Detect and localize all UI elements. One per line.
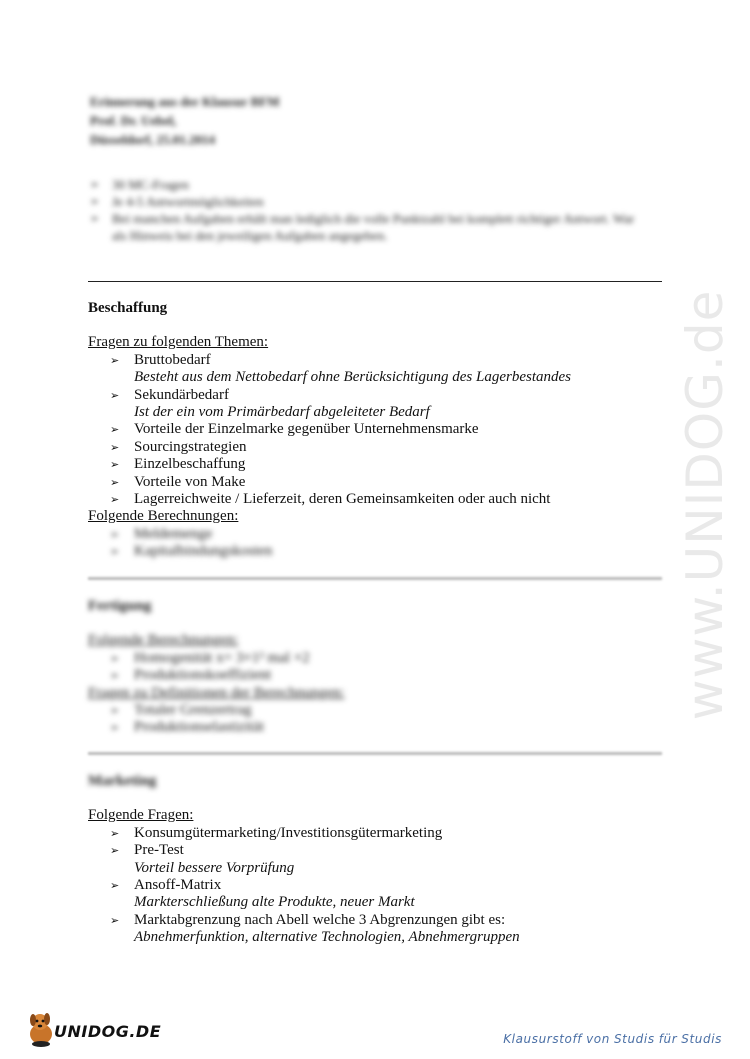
arrow-bullet-icon: ➢ bbox=[110, 458, 120, 472]
list-item: ➢ Sourcingstrategien bbox=[110, 438, 247, 455]
list-item: ➢ Lagerreichweite / Lieferzeit, deren Gemeinsamkeiten oder auch nicht bbox=[110, 491, 551, 508]
list-item: ➢ Pre-Test bbox=[110, 842, 184, 859]
intro-item: ➢ Je 4-5 Antwortmöglichkeiten bbox=[90, 194, 264, 209]
arrow-bullet-icon: ➢ bbox=[110, 440, 120, 454]
watermark: www.UNIDOG.de bbox=[676, 289, 734, 721]
list-item: ➢ Produktionskoeffizient bbox=[110, 667, 272, 684]
divider bbox=[88, 281, 662, 282]
questions-heading: Folgende Fragen: bbox=[88, 807, 194, 824]
calc-heading: Folgende Berechnungen: bbox=[88, 632, 239, 649]
dog-mascot-icon bbox=[24, 1008, 58, 1048]
list-item: ➢ Produktionselastizität bbox=[110, 719, 264, 736]
section-title: Fertigung bbox=[88, 598, 152, 614]
list-item: ➢ Ansoff-Matrix bbox=[110, 877, 222, 894]
footer-tagline: Klausurstoff von Studis für Studis bbox=[503, 1032, 722, 1046]
document-header bbox=[90, 92, 280, 149]
section-fertigung bbox=[88, 598, 678, 737]
arrow-bullet-icon: ➢ bbox=[110, 669, 120, 683]
arrow-bullet-icon: ➢ bbox=[110, 475, 120, 489]
item-note: Abnehmerfunktion, alternative Technologien, Abnehmergruppen bbox=[134, 929, 520, 946]
header-professor: Prof. Dr. Uebel, bbox=[90, 113, 177, 128]
section-title: Beschaffung bbox=[88, 300, 168, 316]
list-item: ➢ Einzelbeschaffung bbox=[110, 456, 246, 473]
divider bbox=[88, 577, 662, 580]
item-note: Besteht aus dem Nettobedarf ohne Berücksichtigung des Lagerbestandes bbox=[134, 369, 572, 386]
arrow-bullet-icon: ➢ bbox=[110, 704, 120, 718]
intro-item: ➢ 30 MC-Fragen bbox=[90, 177, 189, 192]
section-title: Marketing bbox=[88, 773, 157, 789]
list-item: ➢ Vorteile der Einzelmarke gegenüber Unternehmensmarke bbox=[110, 421, 479, 438]
calc-list bbox=[88, 526, 678, 561]
list-item: ➢ Konsumgütermarketing/Investitionsgütermarketing bbox=[110, 824, 443, 841]
list-item: ➢ Bruttobedarf bbox=[110, 351, 211, 368]
arrow-bullet-icon: ➢ bbox=[90, 212, 100, 225]
list-item: ➢ Kapitalbindungskosten bbox=[110, 543, 273, 560]
section-beschaffung bbox=[88, 300, 678, 561]
list-item: ➢ Homogenität x= 3×1² mal ×2 bbox=[110, 649, 310, 666]
definitions-heading: Fragen zu Definitionen der Berechnungen: bbox=[88, 684, 345, 701]
item-note: Markterschließung alte Produkte, neuer Markt bbox=[134, 894, 415, 911]
arrow-bullet-icon: ➢ bbox=[90, 195, 100, 208]
list-item: ➢ Marktabgrenzung nach Abell welche 3 Abgrenzungen gibt es: bbox=[110, 911, 506, 928]
intro-item: ➢ Bei manchen Aufgaben erhält man lediglich die volle Punktzahl bei komplett richtiger Antwort. War als Hinweis bei den jeweiligen Aufgaben angegeben. bbox=[90, 211, 635, 243]
arrow-bullet-icon: ➢ bbox=[110, 527, 120, 541]
arrow-bullet-icon: ➢ bbox=[110, 913, 120, 927]
divider bbox=[88, 752, 662, 755]
arrow-bullet-icon: ➢ bbox=[110, 423, 120, 437]
arrow-bullet-icon: ➢ bbox=[110, 388, 120, 402]
header-title: Erinnerung aus der Klausur BFM bbox=[90, 94, 280, 109]
arrow-bullet-icon: ➢ bbox=[110, 651, 120, 665]
list-item: ➢ Totaler Grenzertrag bbox=[110, 702, 252, 719]
questions-heading: Fragen zu folgenden Themen: bbox=[88, 334, 269, 351]
arrow-bullet-icon: ➢ bbox=[90, 178, 100, 191]
list-item: ➢ Vorteile von Make bbox=[110, 473, 246, 490]
arrow-bullet-icon: ➢ bbox=[110, 879, 120, 893]
arrow-bullet-icon: ➢ bbox=[110, 721, 120, 735]
unidog-logo bbox=[24, 1008, 164, 1048]
calc-heading: Folgende Berechnungen: bbox=[88, 508, 239, 525]
logo-text: UNIDOG.DE bbox=[54, 1022, 162, 1041]
arrow-bullet-icon: ➢ bbox=[110, 826, 120, 840]
list-item: ➢ Sekundärbedarf bbox=[110, 386, 229, 403]
item-note: Ist der ein vom Primärbedarf abgeleiteter Bedarf bbox=[134, 404, 430, 421]
section-marketing bbox=[88, 773, 678, 947]
list-item: ➢ Meldemenge bbox=[110, 525, 213, 542]
arrow-bullet-icon: ➢ bbox=[110, 493, 120, 507]
arrow-bullet-icon: ➢ bbox=[110, 545, 120, 559]
arrow-bullet-icon: ➢ bbox=[110, 353, 120, 367]
intro-list bbox=[90, 176, 650, 244]
header-date: Düsseldorf, 25.01.2014 bbox=[90, 132, 215, 147]
item-note: Vorteil bessere Vorprüfung bbox=[134, 859, 295, 876]
arrow-bullet-icon: ➢ bbox=[110, 844, 120, 858]
